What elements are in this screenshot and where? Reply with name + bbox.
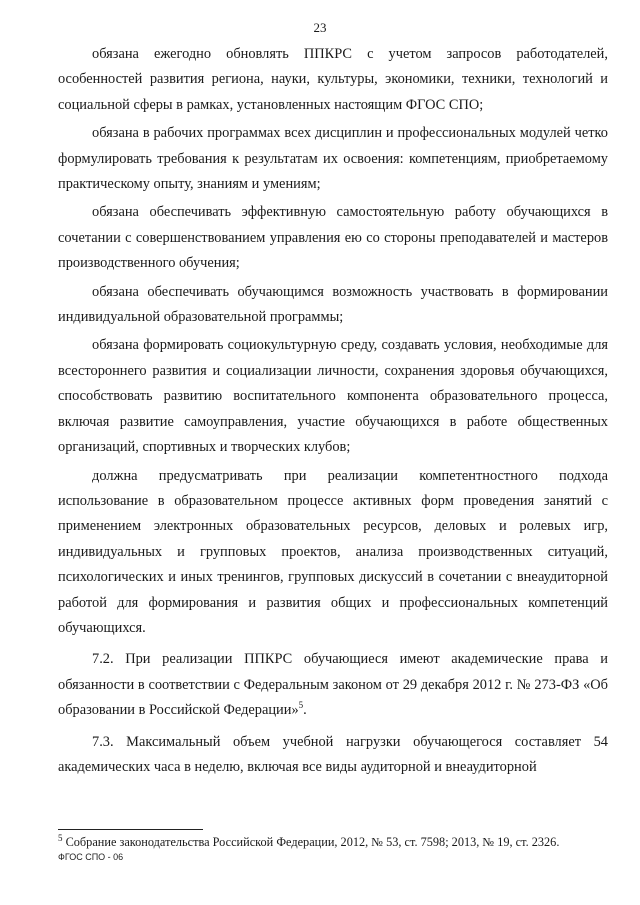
paragraph-work-programs: обязана в рабочих программах всех дисциплин и профессиональных модулей четко формулировать требования к результатам их освоения: компетенциям, приобретаемому практическому опыту, знаниям и умениям; bbox=[58, 125, 608, 193]
section-7-2-end: . bbox=[303, 702, 307, 719]
paragraph-active-forms: должна предусматривать при реализации компетентностного подхода использование в образовательном процессе активных форм проведения занятий с применением электронных образовательных ресурсов, деловых и ролевых игр, индивидуальных и групповых проектов, анализа производственных ситуаций, психологических и иных тренингов, групповых дискуссий в сочетании с внеаудиторной работой для формирования и развития общих и профессиональных компетенций обучающихся. bbox=[58, 467, 608, 636]
paragraph-independent-work: обязана обеспечивать эффективную самостоятельную работу обучающихся в сочетании с совершенствованием управления ею со стороны преподавателей и мастеров производственного обучения; bbox=[58, 204, 608, 272]
section-7-2 bbox=[58, 647, 608, 723]
footnote-mark: 5 bbox=[58, 832, 63, 843]
paragraph-sociocultural-environment: обязана формировать социокультурную среду, создавать условия, необходимые для всестороннего развития и социализации личности, сохранения здоровья обучающихся, способствовать развитию воспитательного компонента образовательного процесса, включая развитие самоуправления, участие обучающихся в работе общественных организаций, спортивных и творческих клубов; bbox=[58, 337, 608, 456]
footer-code: ФГОС СПО - 06 bbox=[58, 852, 124, 862]
page-number: 23 bbox=[313, 20, 327, 35]
document-body bbox=[58, 42, 608, 783]
footnote-reference: 5 bbox=[298, 700, 304, 711]
section-7-3: 7.3. Максимальный объем учебной нагрузки обучающегося составляет 54 академических часа в неделю, включая все виды аудиторной и внеаудиторной bbox=[58, 733, 608, 775]
footnote-divider bbox=[58, 829, 203, 830]
section-7-2-text: 7.2. При реализации ППКРС обучающиеся имеют академические права и обязанности в соответствии с Федеральным законом от 29 декабря 2012 г. № 273-ФЗ «Об образовании в Российской Федерации» bbox=[58, 651, 608, 719]
paragraph-individual-program: обязана обеспечивать обучающимся возможность участвовать в формировании индивидуальной образовательной программы; bbox=[58, 283, 608, 326]
footnote-text: Собрание законодательства Российской Федерации, 2012, № 53, ст. 7598; 2013, № 19, ст. 2326. bbox=[62, 835, 560, 849]
footnote bbox=[58, 834, 608, 850]
paragraph-update-program: обязана ежегодно обновлять ППКРС с учетом запросов работодателей, особенностей развития региона, науки, культуры, экономики, техники, технологий и социальной сферы в рамках, установленных настоящим ФГОС СПО; bbox=[58, 46, 608, 113]
